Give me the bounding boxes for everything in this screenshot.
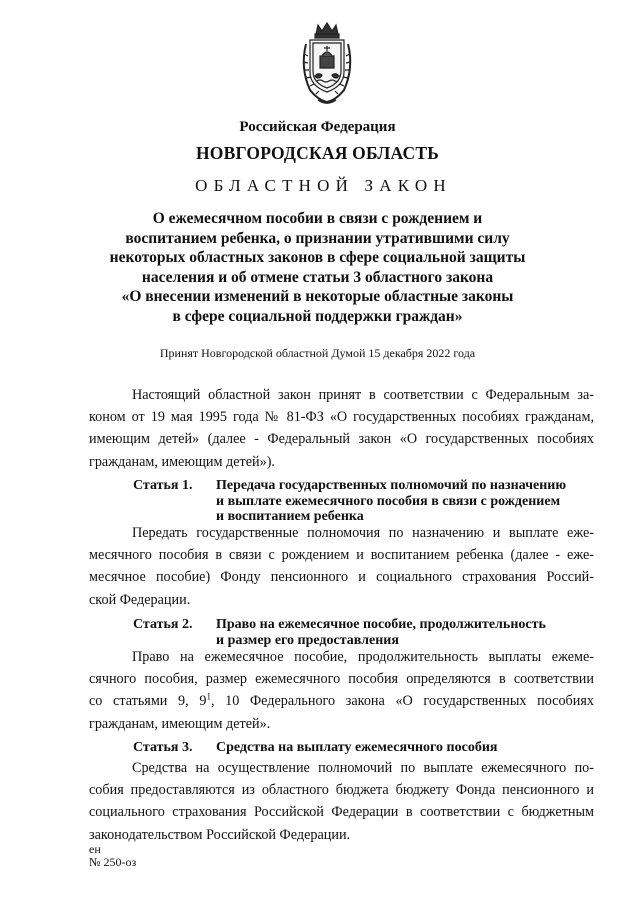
article-number: Статья 2. <box>133 617 193 632</box>
article-title-line: и выплате ежемесячного пособия в связи с рождением <box>216 493 561 509</box>
law-title-line: некоторых областных законов в сфере социальной защиты <box>109 249 526 267</box>
article-title-line: Право на ежемесячное пособие, продолжительность <box>216 617 546 632</box>
article-text-line: собия предоставляются из областного бюджета бюджету Фонда пенсионного и <box>89 782 594 799</box>
region-heading: НОВГОРОДСКАЯ ОБЛАСТЬ <box>196 143 439 163</box>
preamble-line: имеющим детей» (далее - Федеральный закон «О государственных пособиях <box>89 431 594 448</box>
adoption-note: Принят Новгородской областной Думой 15 декабря 2022 года <box>159 346 476 360</box>
article-text-line: Право на ежемесячное пособие, продолжительность выплаты ежеме- <box>132 649 594 665</box>
article-text-line: ской Федерации. <box>89 591 191 608</box>
article-text-line <box>89 690 594 712</box>
article-number: Статья 3. <box>133 740 193 755</box>
article-ref-superscript: 1 <box>206 691 211 702</box>
coat-of-arms-icon <box>296 20 358 106</box>
federation-heading: Российская Федерация <box>239 119 396 135</box>
preamble-paragraph <box>89 384 594 473</box>
law-title <box>80 209 555 327</box>
law-title-line: «О внесении изменений в некоторые областные законы <box>121 288 514 306</box>
article-text-line: сячного пособия, размер ежемесячного пособия определяются в соответствии <box>89 671 594 688</box>
article-3-text <box>89 757 594 846</box>
preamble-line: коном от 19 мая 1995 года № 81-ФЗ «О государственных пособиях гражданам, <box>89 409 594 426</box>
article-text-line: гражданам, имеющим детей». <box>89 715 271 732</box>
article-title <box>216 617 606 648</box>
article-text-line: Передать государственные полномочия по назначению и выплате еже- <box>132 525 594 541</box>
preamble-line: гражданам, имеющим детей»). <box>89 453 275 470</box>
law-title-line: воспитанием ребенка, о признании утратившими силу <box>125 229 510 247</box>
article-title-line: Средства на выплату ежемесячного пособия <box>216 740 498 755</box>
article-title-line: Передача государственных полномочий по назначению <box>216 478 567 493</box>
law-title-line: населения и об отмене статьи 3 областного закона <box>141 268 494 286</box>
article-text-line: социального страхования Российской Федерации в соответствии с бюджетным <box>89 804 594 821</box>
law-type-heading: ОБЛАСТНОЙ ЗАКОН <box>195 176 452 195</box>
article-text-line: месячного пособия в связи с рождением и воспитанием ребенка (далее - еже- <box>89 547 594 564</box>
footer-initials: ен <box>89 842 101 856</box>
article-title <box>216 478 606 525</box>
article-title-line: и размер его предоставления <box>216 632 399 648</box>
article-title-line: и воспитанием ребенка <box>216 509 364 524</box>
article-text-line: Средства на осуществление полномочий по выплате ежемесячного по- <box>132 760 594 776</box>
article-number: Статья 1. <box>133 478 193 493</box>
article-text-line: месячное пособие) Фонду пенсионного и социального страхования Россий- <box>89 569 594 586</box>
preamble-line: Настоящий областной закон принят в соответствии с Федеральным за- <box>132 387 594 403</box>
law-title-line: в сфере социальной поддержки граждан» <box>172 307 463 325</box>
document-footer <box>89 843 136 869</box>
footer-doc-number: № 250-оз <box>89 855 137 869</box>
law-title-line: О ежемесячном пособии в связи с рождением и <box>152 210 483 227</box>
article-2-text <box>89 646 594 735</box>
article-ref-text: , 10 Федерального закона «О государственных пособиях <box>210 693 594 710</box>
article-text-line: законодательством Российской Федерации. <box>89 826 351 843</box>
article-1-text <box>89 522 594 611</box>
article-ref-text: со статьями 9, 9 <box>89 693 207 710</box>
article-title <box>216 740 606 756</box>
